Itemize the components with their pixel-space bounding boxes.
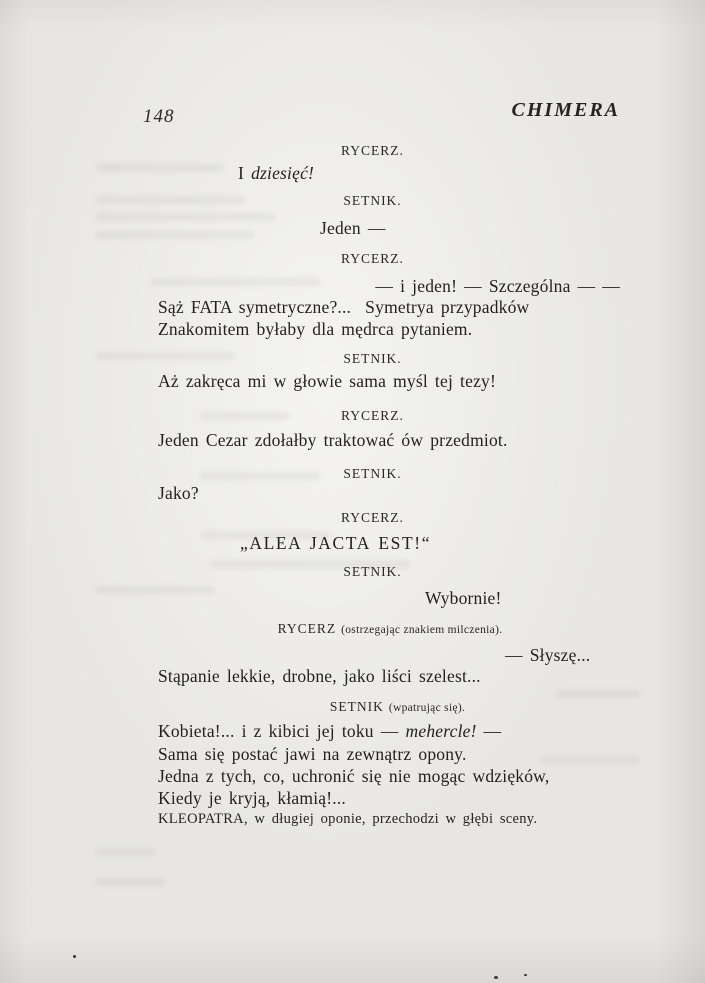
dialogue-text: —: [476, 721, 502, 741]
speaker-name: SETNIK.: [343, 351, 402, 366]
speaker-name: SETNIK: [329, 699, 384, 714]
dialogue-line: [158, 721, 501, 741]
dialogue-line: [158, 788, 346, 808]
paper-speck: [524, 974, 527, 976]
dialogue-text: Kiedy je kryją, kłamią!...: [158, 788, 346, 808]
dialogue-line: [505, 645, 590, 665]
paper-speck: [494, 976, 498, 979]
speaker-name: RYCERZ: [277, 621, 337, 636]
dialogue-text: — i jeden! — Szczególna — —: [375, 276, 620, 296]
speaker-heading: [75, 621, 705, 637]
speaker-heading: [40, 408, 705, 424]
bleed-through-smudge: [95, 213, 275, 221]
dialogue-line: [375, 276, 620, 296]
speaker-heading: [90, 699, 705, 715]
paper-speck: [73, 955, 76, 958]
bleed-through-smudge: [95, 878, 165, 886]
bleed-through-smudge: [95, 163, 225, 172]
dialogue-line: [158, 319, 472, 339]
dialogue-line: [158, 766, 549, 786]
bleed-through-smudge: [95, 848, 155, 856]
dialogue-text: — Słyszę...: [505, 645, 591, 665]
speaker-heading: [40, 251, 705, 267]
dialogue-line: [320, 218, 386, 238]
stage-direction: KLEOPATRA, w długiej oponie, przechodzi w głębi sceny.: [158, 811, 538, 827]
dialogue-line: [158, 297, 529, 317]
speaker-name: SETNIK.: [343, 564, 402, 579]
stage-note: (ostrzegając znakiem milczenia).: [341, 624, 503, 636]
dialogue-text: Jedna z tych, co, uchronić się nie mogąc wdzięków,: [158, 766, 550, 786]
speaker-heading: [40, 564, 705, 580]
speaker-heading: [40, 193, 705, 209]
dialogue-text: Stąpanie lekkie, drobne, jako liści szelest...: [158, 666, 481, 686]
dialogue-text: Jeden Cezar zdołałby traktować ów przedmiot.: [158, 430, 508, 450]
dialogue-line: [158, 666, 481, 686]
speaker-name: RYCERZ.: [341, 251, 404, 266]
dialogue-text: Sama się postać jawi na zewnątrz opony.: [158, 744, 467, 764]
dialogue-text: Aż zakręca mi w głowie sama myśl tej tezy!: [158, 371, 497, 391]
dialogue-line: [158, 371, 496, 391]
dialogue-text: Kobieta!... i z kibici jej toku —: [158, 721, 406, 741]
speaker-name: RYCERZ.: [341, 408, 404, 423]
dialogue-text: Sąż FATA symetryczne?... Symetrya przypadków: [158, 297, 530, 317]
speaker-name: RYCERZ.: [341, 143, 404, 158]
dialogue-line: [158, 744, 467, 764]
bleed-through-smudge: [540, 756, 640, 764]
dialogue-line: [240, 533, 431, 553]
dialogue-text: I: [238, 163, 252, 183]
dialogue-text-italic: dziesięć!: [251, 163, 315, 183]
dialogue-line: [425, 588, 502, 608]
dialogue-line: [238, 163, 314, 183]
speaker-heading: [40, 466, 705, 482]
dialogue-text-italic: mehercle!: [405, 721, 477, 741]
bleed-through-smudge: [555, 690, 640, 698]
stage-note: (wpatrując się).: [388, 702, 466, 714]
bleed-through-smudge: [150, 278, 320, 286]
dialogue-text: Jako?: [158, 483, 199, 503]
dialogue-text: Jeden —: [320, 218, 386, 238]
speaker-heading: [40, 510, 705, 526]
dialogue-text: Wybornie!: [425, 588, 502, 608]
bleed-through-smudge: [95, 586, 215, 594]
bleed-through-smudge: [95, 231, 255, 239]
journal-title: CHIMERA: [511, 99, 620, 121]
dialogue-text: „ALEA JACTA EST!“: [240, 533, 432, 553]
speaker-heading: [40, 143, 705, 159]
speaker-name: SETNIK.: [343, 193, 402, 208]
page-number: 148: [143, 106, 175, 127]
speaker-name: SETNIK.: [343, 466, 402, 481]
speaker-name: RYCERZ.: [341, 510, 404, 525]
dialogue-line: [158, 430, 508, 450]
dialogue-text: Znakomitem byłaby dla mędrca pytaniem.: [158, 319, 473, 339]
dialogue-line: [158, 483, 199, 503]
speaker-heading: [40, 351, 705, 367]
